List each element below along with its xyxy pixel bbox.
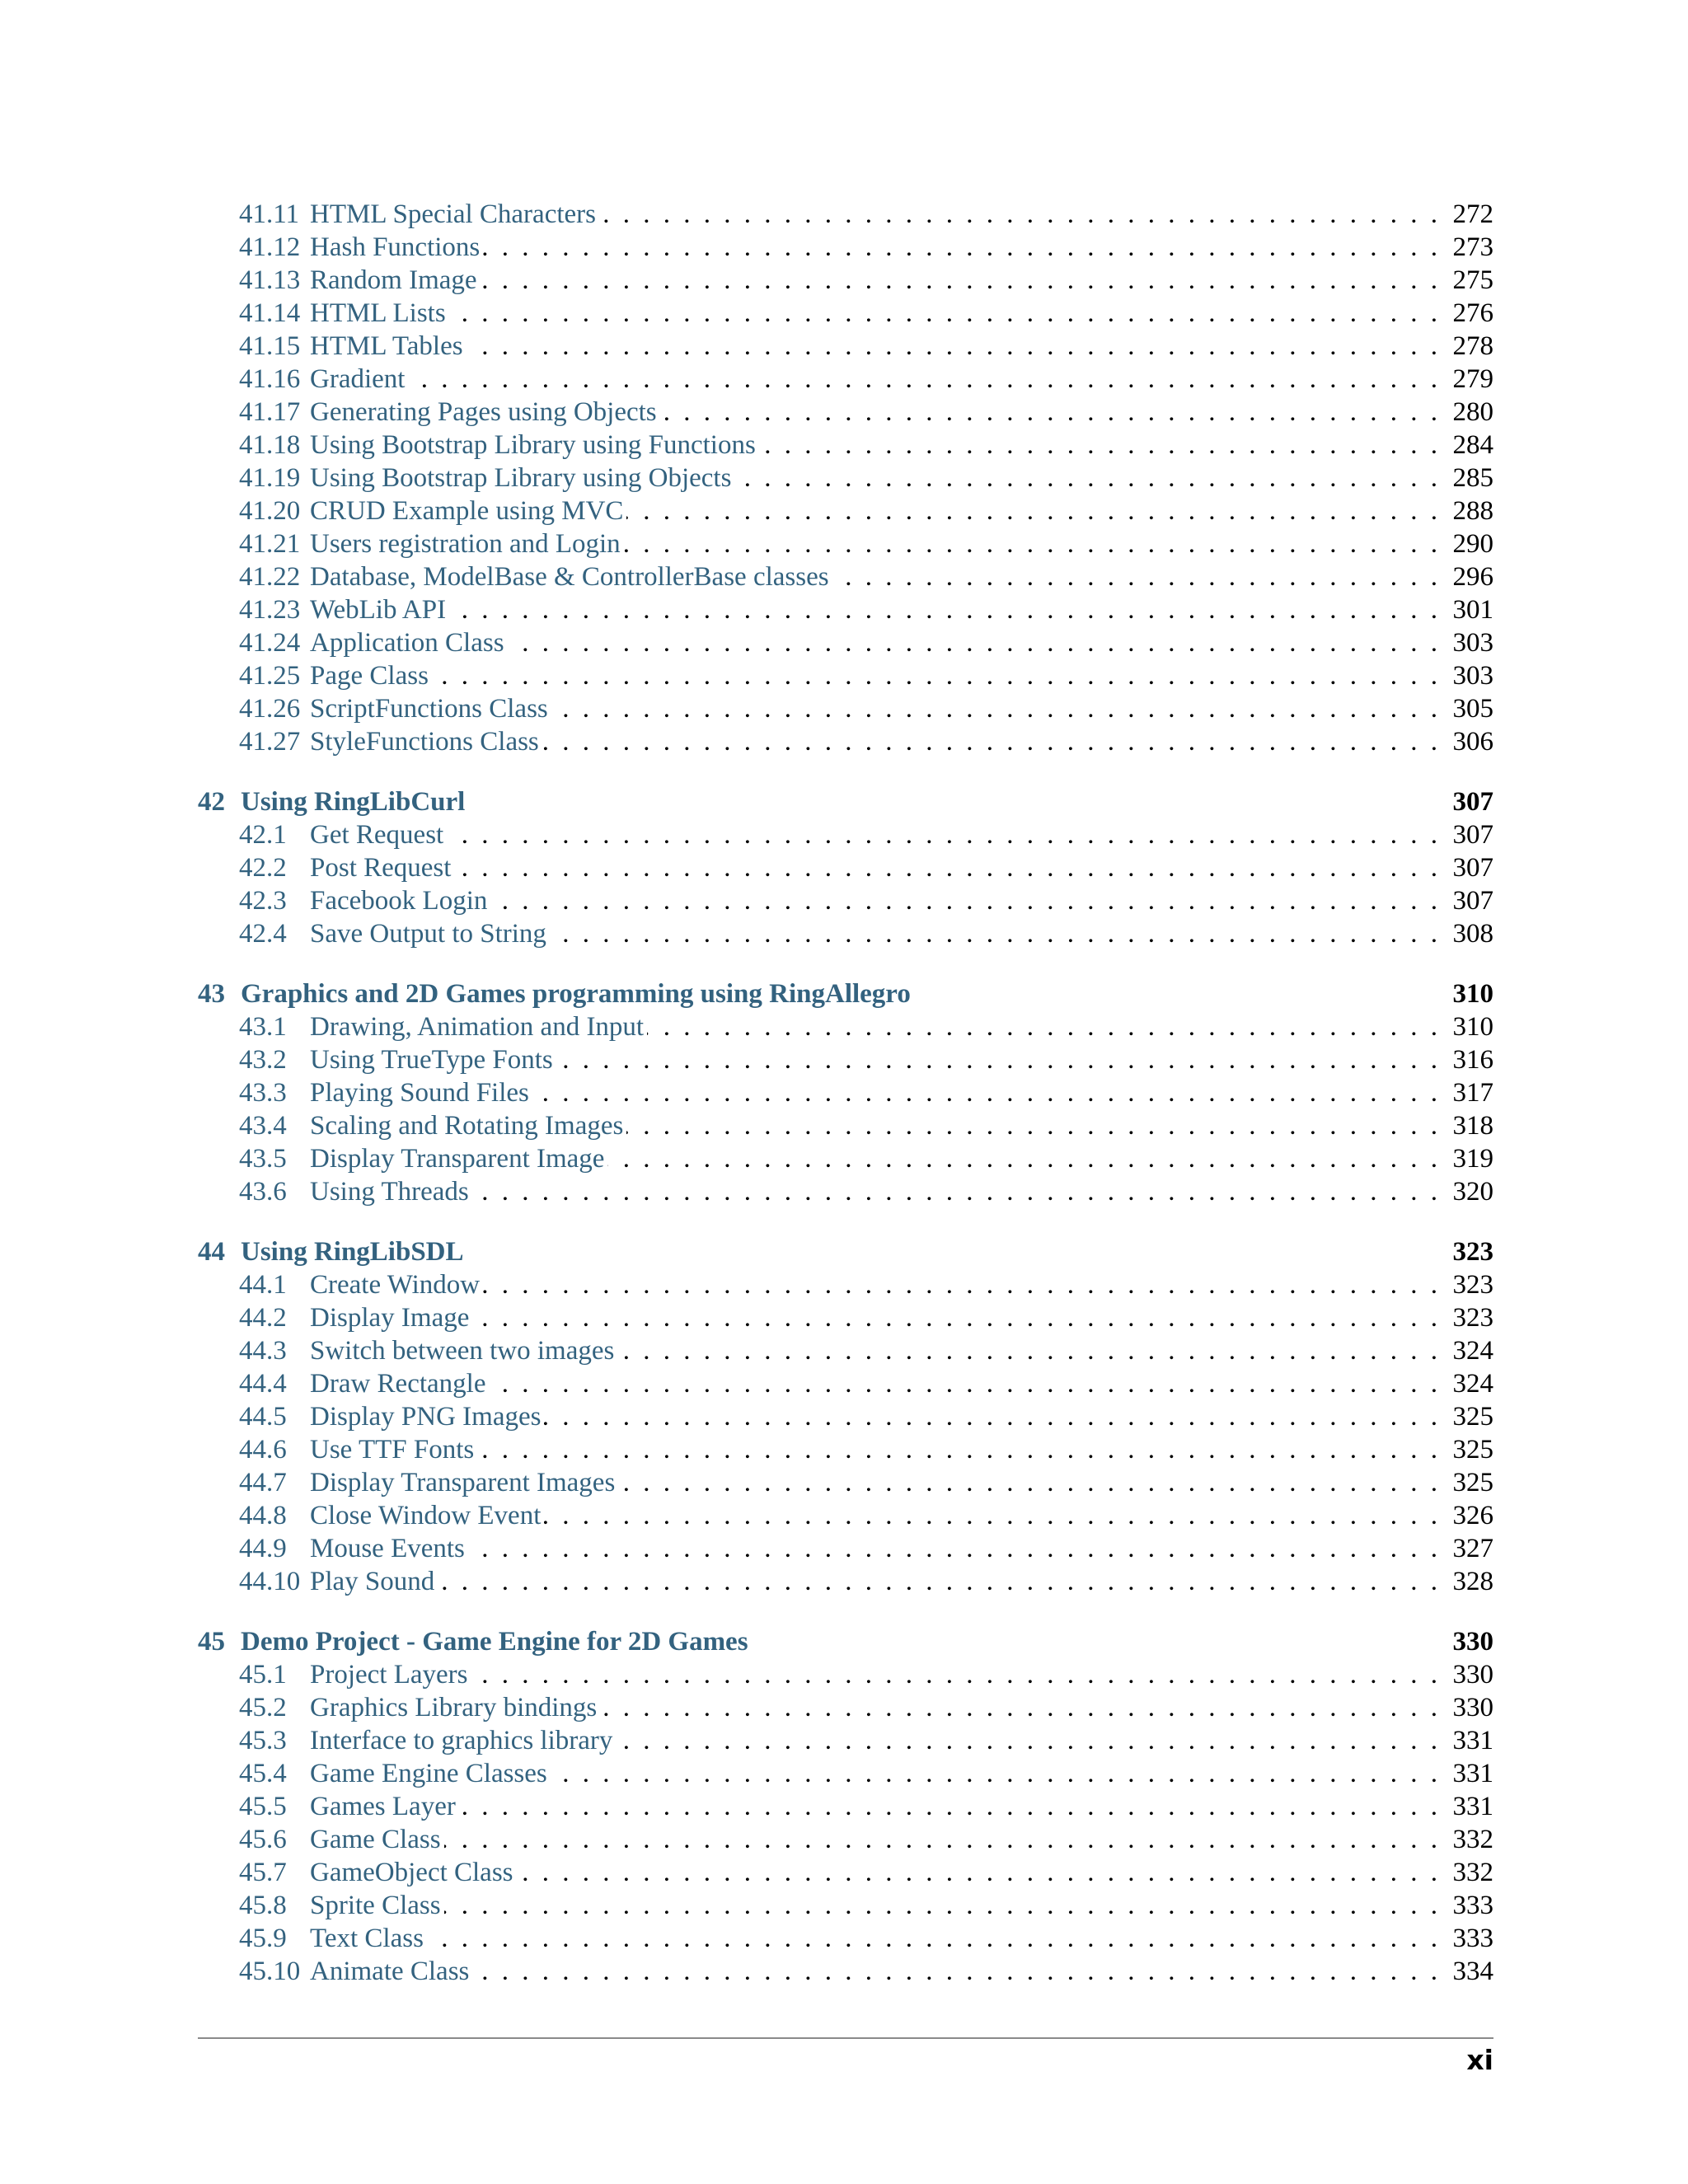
dot-leader [468,1532,1437,1565]
toc-section-entry[interactable] [239,231,1493,264]
toc-chapter-entry[interactable] [198,1235,1493,1268]
section-number: 44.1 [239,1270,287,1300]
section-page-number: 305 [1452,694,1493,724]
dot-leader [472,1301,1437,1334]
chapter-title: Using RingLibCurl [241,787,466,817]
section-number: 41.11 [239,199,300,229]
dot-leader [444,1889,1437,1922]
section-title: Save Output to String [310,919,546,949]
section-title: Game Engine Classes [310,1759,547,1788]
toc-section-entry[interactable] [239,1757,1493,1790]
section-title: Random Image [310,265,477,295]
section-page-number: 330 [1452,1660,1493,1690]
dot-leader [626,1109,1437,1142]
section-number: 45.10 [239,1957,301,1986]
dot-leader [647,1010,1437,1043]
dot-leader [660,396,1437,429]
section-number: 43.4 [239,1111,287,1141]
section-title: Mouse Events [310,1534,465,1563]
section-page-number: 307 [1452,886,1493,916]
section-page-number: 279 [1452,364,1493,394]
section-title: Close Window Event [310,1501,542,1530]
dot-leader [607,1142,1437,1175]
section-title: Using Threads [310,1177,469,1207]
section-title: Users registration and Login [310,529,621,559]
section-title: Scaling and Rotating Images [310,1111,624,1141]
toc-section-entry[interactable] [239,1433,1493,1466]
section-title: HTML Tables [310,331,463,361]
dot-leader [477,1433,1437,1466]
section-page-number: 332 [1452,1825,1493,1854]
toc-section-entry[interactable] [239,1466,1493,1499]
section-title: Post Request [310,853,452,883]
dot-leader [483,1268,1437,1301]
section-number: 42.4 [239,919,287,949]
section-title: Project Layers [310,1660,468,1690]
section-title: Playing Sound Files [310,1078,529,1108]
dot-leader [624,527,1437,560]
dot-leader [444,1823,1437,1856]
section-number: 41.24 [239,628,301,658]
section-title: Draw Rectangle [310,1369,486,1399]
section-number: 41.20 [239,496,301,526]
section-page-number: 273 [1452,232,1493,262]
dot-leader [483,231,1437,264]
section-title: Hash Functions [310,232,481,262]
section-title: Games Layer [310,1792,456,1821]
dot-leader [467,330,1437,363]
toc-section-entry[interactable] [239,725,1493,758]
toc-section-entry[interactable] [239,1790,1493,1823]
chapter-number: 45 [198,1627,225,1657]
section-page-number: 276 [1452,298,1493,328]
section-page-number: 308 [1452,919,1493,949]
section-page-number: 310 [1452,1012,1493,1042]
section-title: Display Image [310,1303,470,1333]
section-page-number: 333 [1452,1924,1493,1953]
section-number: 41.12 [239,232,301,262]
chapter-title: Using RingLibSDL [241,1237,464,1267]
section-title: CRUD Example using MVC [310,496,624,526]
section-title: HTML Lists [310,298,446,328]
section-page-number: 288 [1452,496,1493,526]
section-page-number: 275 [1452,265,1493,295]
chapter-page-number: 307 [1452,787,1493,817]
section-page-number: 324 [1452,1369,1493,1399]
section-title: Animate Class [310,1957,470,1986]
section-title: ScriptFunctions Class [310,694,548,724]
dot-leader [449,593,1437,626]
toc-section-entry[interactable] [239,1532,1493,1565]
section-number: 42.2 [239,853,287,883]
dot-leader [438,1565,1437,1598]
toc-section-entry[interactable] [239,1400,1493,1433]
section-title: HTML Special Characters [310,199,596,229]
section-number: 41.18 [239,430,301,460]
dot-leader [551,1757,1437,1790]
toc-section-entry[interactable] [239,626,1493,659]
dot-leader [832,560,1437,593]
section-number: 43.5 [239,1144,287,1174]
section-title: Create Window [310,1270,481,1300]
section-number: 45.2 [239,1693,287,1722]
dot-leader [432,659,1437,692]
toc-section-entry[interactable] [239,396,1493,429]
section-title: Database, ModelBase & ControllerBase classes [310,562,829,592]
dot-leader [449,297,1437,330]
chapter-number: 42 [198,787,225,817]
toc-section-entry[interactable] [239,494,1493,527]
toc-section-entry[interactable] [239,1367,1493,1400]
chapter-title: Demo Project - Game Engine for 2D Games [241,1627,748,1657]
section-title: Using Bootstrap Library using Objects [310,463,732,493]
toc-section-entry[interactable] [239,1889,1493,1922]
section-title: Play Sound [310,1567,435,1596]
section-title: Game Class [310,1825,441,1854]
section-page-number: 334 [1452,1957,1493,1986]
section-page-number: 272 [1452,199,1493,229]
section-page-number: 323 [1452,1270,1493,1300]
toc-chapter-entry[interactable] [198,977,1493,1010]
section-page-number: 278 [1452,331,1493,361]
section-page-number: 307 [1452,853,1493,883]
section-page-number: 331 [1452,1726,1493,1755]
toc-section-entry[interactable] [239,198,1493,231]
section-page-number: 326 [1452,1501,1493,1530]
section-number: 41.15 [239,331,301,361]
toc-section-entry[interactable] [239,1142,1493,1175]
toc-section-entry[interactable] [239,560,1493,593]
toc-section-entry[interactable] [239,1823,1493,1856]
section-page-number: 280 [1452,397,1493,427]
section-number: 41.14 [239,298,301,328]
toc-section-entry[interactable] [239,1499,1493,1532]
section-title: GameObject Class [310,1858,513,1887]
toc-section-entry[interactable] [239,1301,1493,1334]
section-page-number: 284 [1452,430,1493,460]
section-page-number: 306 [1452,727,1493,757]
dot-leader [490,1367,1438,1400]
section-page-number: 319 [1452,1144,1493,1174]
section-page-number: 328 [1452,1567,1493,1596]
toc-section-entry[interactable] [239,659,1493,692]
section-page-number: 332 [1452,1858,1493,1887]
toc-section-entry[interactable] [239,1010,1493,1043]
section-number: 44.3 [239,1336,287,1366]
chapter-page-number: 330 [1452,1627,1493,1657]
dot-leader [481,264,1437,297]
section-number: 45.3 [239,1726,287,1755]
dot-leader [532,1076,1437,1109]
dot-leader [408,363,1437,396]
toc-section-entry[interactable] [239,363,1493,396]
section-page-number: 318 [1452,1111,1493,1141]
section-title: Switch between two images [310,1336,615,1366]
section-number: 45.5 [239,1792,287,1821]
section-title: Drawing, Animation and Input [310,1012,645,1042]
section-page-number: 331 [1452,1759,1493,1788]
section-page-number: 325 [1452,1468,1493,1497]
section-page-number: 316 [1452,1045,1493,1075]
section-number: 44.9 [239,1534,287,1563]
section-title: Facebook Login [310,886,488,916]
dot-leader [454,851,1437,884]
section-title: Graphics Library bindings [310,1693,598,1722]
toc-chapter-entry[interactable] [198,785,1493,818]
section-number: 43.6 [239,1177,287,1207]
section-page-number: 296 [1452,562,1493,592]
section-number: 41.17 [239,397,301,427]
toc-section-entry[interactable] [239,851,1493,884]
dot-leader [616,1724,1437,1757]
section-number: 43.3 [239,1078,287,1108]
section-title: Generating Pages using Objects [310,397,657,427]
section-page-number: 303 [1452,661,1493,691]
section-number: 44.10 [239,1567,301,1596]
section-title: Interface to graphics library [310,1726,613,1755]
section-number: 44.5 [239,1402,287,1432]
section-page-number: 290 [1452,529,1493,559]
section-number: 41.27 [239,727,301,757]
toc-section-entry[interactable] [239,1955,1493,1988]
toc-section-entry[interactable] [239,1922,1493,1955]
dot-leader [544,1400,1437,1433]
toc-chapter-entry[interactable] [198,1625,1493,1658]
toc-section-entry[interactable] [239,1724,1493,1757]
toc-section-entry[interactable] [239,818,1493,851]
toc-section-entry[interactable] [239,1334,1493,1367]
dot-leader [556,1043,1437,1076]
section-title: Gradient [310,364,406,394]
dot-leader [459,1790,1437,1823]
dot-leader [542,725,1437,758]
section-number: 41.13 [239,265,301,295]
section-page-number: 325 [1452,1402,1493,1432]
section-title: Using Bootstrap Library using Functions [310,430,756,460]
dot-leader [471,1658,1437,1691]
toc-section-entry[interactable] [239,429,1493,462]
section-number: 43.2 [239,1045,287,1075]
dot-leader [617,1334,1437,1367]
section-page-number: 331 [1452,1792,1493,1821]
dot-leader [508,626,1437,659]
dot-leader [427,1922,1437,1955]
section-page-number: 317 [1452,1078,1493,1108]
section-number: 44.2 [239,1303,287,1333]
section-title: StyleFunctions Class [310,727,539,757]
chapter-page-number: 310 [1452,979,1493,1009]
dot-leader [544,1499,1437,1532]
dot-leader [626,494,1437,527]
toc-section-entry[interactable] [239,1175,1493,1208]
section-title: Application Class [310,628,504,658]
dot-leader [599,198,1437,231]
section-page-number: 324 [1452,1336,1493,1366]
toc-section-entry[interactable] [239,1691,1493,1724]
toc-section-entry[interactable] [239,593,1493,626]
toc-section-entry[interactable] [239,1076,1493,1109]
section-page-number: 333 [1452,1891,1493,1920]
section-number: 44.6 [239,1435,287,1465]
section-page-number: 285 [1452,463,1493,493]
section-number: 41.25 [239,661,301,691]
section-number: 43.1 [239,1012,287,1042]
section-number: 45.1 [239,1660,287,1690]
section-title: Display Transparent Image [310,1144,605,1174]
dot-leader [618,1466,1437,1499]
dot-leader [550,917,1437,950]
chapter-page-number: 323 [1452,1237,1493,1267]
dot-leader [734,462,1437,494]
toc-section-entry[interactable] [239,462,1493,494]
chapter-number: 44 [198,1237,225,1267]
section-title: Page Class [310,661,429,691]
toc-section-entry[interactable] [239,917,1493,950]
section-number: 44.4 [239,1369,287,1399]
toc-section-entry[interactable] [239,692,1493,725]
dot-leader [490,884,1437,917]
section-number: 44.8 [239,1501,287,1530]
toc-section-entry[interactable] [239,1658,1493,1691]
section-number: 45.8 [239,1891,287,1920]
section-page-number: 327 [1452,1534,1493,1563]
toc-section-entry[interactable] [239,330,1493,363]
toc-section-entry[interactable] [239,264,1493,297]
section-number: 45.7 [239,1858,287,1887]
section-number: 41.16 [239,364,301,394]
section-page-number: 303 [1452,628,1493,658]
toc-section-entry[interactable] [239,1043,1493,1076]
footer-page-number: xi [1466,2044,1493,2076]
section-title: Display PNG Images [310,1402,542,1432]
section-number: 41.22 [239,562,301,592]
section-page-number: 320 [1452,1177,1493,1207]
section-page-number: 325 [1452,1435,1493,1465]
section-number: 44.7 [239,1468,287,1497]
section-number: 41.21 [239,529,301,559]
dot-leader [472,1175,1437,1208]
section-number: 41.23 [239,595,301,625]
chapter-title: Graphics and 2D Games programming using RingAllegro [241,979,911,1009]
toc-section-entry[interactable] [239,1856,1493,1889]
section-page-number: 307 [1452,820,1493,850]
section-page-number: 301 [1452,595,1493,625]
dot-leader [759,429,1437,462]
section-number: 45.9 [239,1924,287,1953]
section-title: Text Class [310,1924,424,1953]
section-number: 45.4 [239,1759,287,1788]
section-number: 45.6 [239,1825,287,1854]
section-title: WebLib API [310,595,447,625]
section-page-number: 323 [1452,1303,1493,1333]
footer-rule [198,2037,1493,2039]
section-title: Sprite Class [310,1891,441,1920]
dot-leader [447,818,1437,851]
section-page-number: 330 [1452,1693,1493,1722]
toc-section-entry[interactable] [239,527,1493,560]
section-number: 41.26 [239,694,301,724]
dot-leader [600,1691,1437,1724]
dot-leader [551,692,1437,725]
dot-leader [472,1955,1437,1988]
section-title: Using TrueType Fonts [310,1045,553,1075]
section-number: 42.3 [239,886,287,916]
dot-leader [517,1856,1437,1889]
section-number: 42.1 [239,820,287,850]
chapter-number: 43 [198,979,225,1009]
toc-section-entry[interactable] [239,1565,1493,1598]
section-number: 41.19 [239,463,301,493]
section-title: Display Transparent Images [310,1468,616,1497]
toc-section-entry[interactable] [239,884,1493,917]
section-title: Get Request [310,820,444,850]
section-title: Use TTF Fonts [310,1435,475,1465]
toc-section-entry[interactable] [239,297,1493,330]
toc-section-entry[interactable] [239,1109,1493,1142]
toc-section-entry[interactable] [239,1268,1493,1301]
